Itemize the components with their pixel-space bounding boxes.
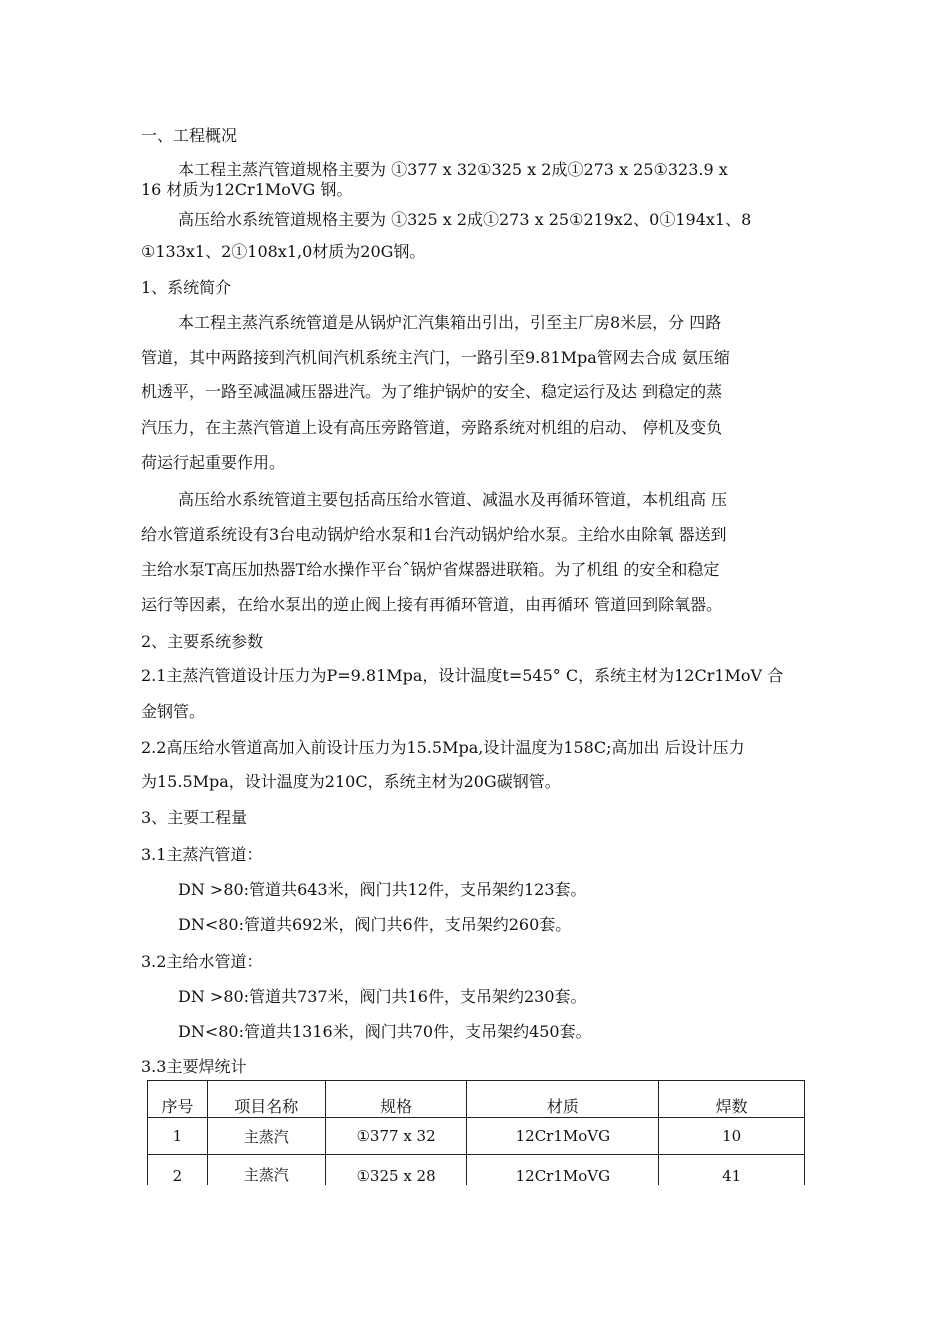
quantity-line: DN >80:管道共643米，阀门共12件，支吊架约123套。	[178, 880, 587, 899]
table-row	[148, 1155, 805, 1186]
param-feedwater: 2.2高压给水管道高加入前设计压力为15.5Mpa,设计温度为158C;高加出 后设计压力	[141, 738, 745, 757]
paragraph-intro-line: 荷运行起重要作用。	[141, 453, 286, 472]
paragraph-feedwater-line: 主给水泵T高压加热器T给水操作平台ˆ锅炉省煤器进联箱。为了机组 的安全和稳定	[141, 560, 720, 579]
header-weld-count: 焊数	[659, 1081, 805, 1118]
quantity-line: DN<80:管道共1316米，阀门共70件，支吊架约450套。	[178, 1022, 592, 1041]
section-heading-params: 2、主要系统参数	[141, 632, 264, 651]
paragraph-intro-line: 管道，其中两路接到汽机间汽机系统主汽门，一路引至9.81Mpa管网去合成 氨压缩	[141, 348, 730, 367]
paragraph-feedwater-line: 给水管道系统设有3台电动锅炉给水泵和1台汽动锅炉给水泵。主给水由除氧 器送到	[141, 525, 727, 544]
paragraph-feedwater-spec-cont: ①133x1、2①108x1,0材质为20G钢。	[141, 242, 426, 261]
cell-weld-count: 10	[659, 1118, 805, 1155]
paragraph-main-steam-spec: 本工程主蒸汽管道规格主要为 ①377 x 32①325 x 2成①273 x 25①323.9 x	[178, 160, 728, 179]
quantity-line: DN<80:管道共692米，阀门共6件，支吊架约260套。	[178, 915, 572, 934]
cell-weld-count: 41	[659, 1155, 805, 1186]
quantity-line: DN >80:管道共737米，阀门共16件，支吊架约230套。	[178, 987, 587, 1006]
cell-material: 12Cr1MoVG	[467, 1118, 659, 1155]
header-material: 材质	[467, 1081, 659, 1118]
cell-spec: ①377 x 32	[325, 1118, 467, 1155]
header-spec: 规格	[325, 1081, 467, 1118]
subheading-main-steam-pipe: 3.1主蒸汽管道：	[141, 845, 263, 864]
paragraph-feedwater-spec: 高压给水系统管道规格主要为 ①325 x 2成①273 x 25①219x2、0①194x1、8	[178, 210, 752, 229]
section-heading-intro: 1、系统简介	[141, 278, 232, 297]
section-heading-overview: 一、工程概况	[141, 126, 238, 145]
cell-item-name: 主蒸汽	[207, 1118, 325, 1155]
paragraph-intro-line: 汽压力，在主蒸汽管道上设有高压旁路管道，旁路系统对机组的启动、 停机及变负	[141, 418, 723, 437]
paragraph-feedwater-line: 运行等因素，在给水泵出的逆止阀上接有再循环管道，由再循环 管道回到除氧器。	[141, 595, 723, 614]
param-main-steam: 2.1主蒸汽管道设计压力为P=9.81Mpa，设计温度t=545° C，系统主材为12Cr1MoV 合	[141, 666, 784, 685]
cell-spec: ①325 x 28	[325, 1155, 467, 1186]
header-item-name: 项目名称	[207, 1081, 325, 1118]
cell-item-name: 主蒸汽	[207, 1155, 325, 1186]
section-heading-quantities: 3、主要工程量	[141, 808, 248, 827]
param-feedwater-cont: 为15.5Mpa，设计温度为210C，系统主材为20G碳钢管。	[141, 772, 561, 791]
cell-material: 12Cr1MoVG	[467, 1155, 659, 1186]
weld-statistics-table	[147, 1080, 805, 1185]
cell-index: 1	[148, 1118, 208, 1155]
paragraph-intro-line: 机透平，一路至减温减压器进汽。为了维护锅炉的安全、稳定运行及达 到稳定的蒸	[141, 382, 723, 401]
paragraph-intro-line: 本工程主蒸汽系统管道是从锅炉汇汽集箱出引出，引至主厂房8米层，分 四路	[178, 313, 722, 332]
paragraph-feedwater-line: 高压给水系统管道主要包括高压给水管道、减温水及再循环管道，本机组高 压	[178, 490, 728, 509]
header-index: 序号	[148, 1081, 208, 1118]
table-header-row	[148, 1081, 805, 1118]
subheading-main-feedwater-pipe: 3.2主给水管道：	[141, 952, 263, 971]
cell-index: 2	[148, 1155, 208, 1186]
param-main-steam-cont: 金钢管。	[141, 702, 206, 721]
paragraph-main-steam-spec-cont: 16 材质为12Cr1MoVG 钢。	[141, 180, 353, 199]
subheading-weld-statistics: 3.3主要焊统计	[141, 1057, 247, 1076]
table-row	[148, 1118, 805, 1155]
